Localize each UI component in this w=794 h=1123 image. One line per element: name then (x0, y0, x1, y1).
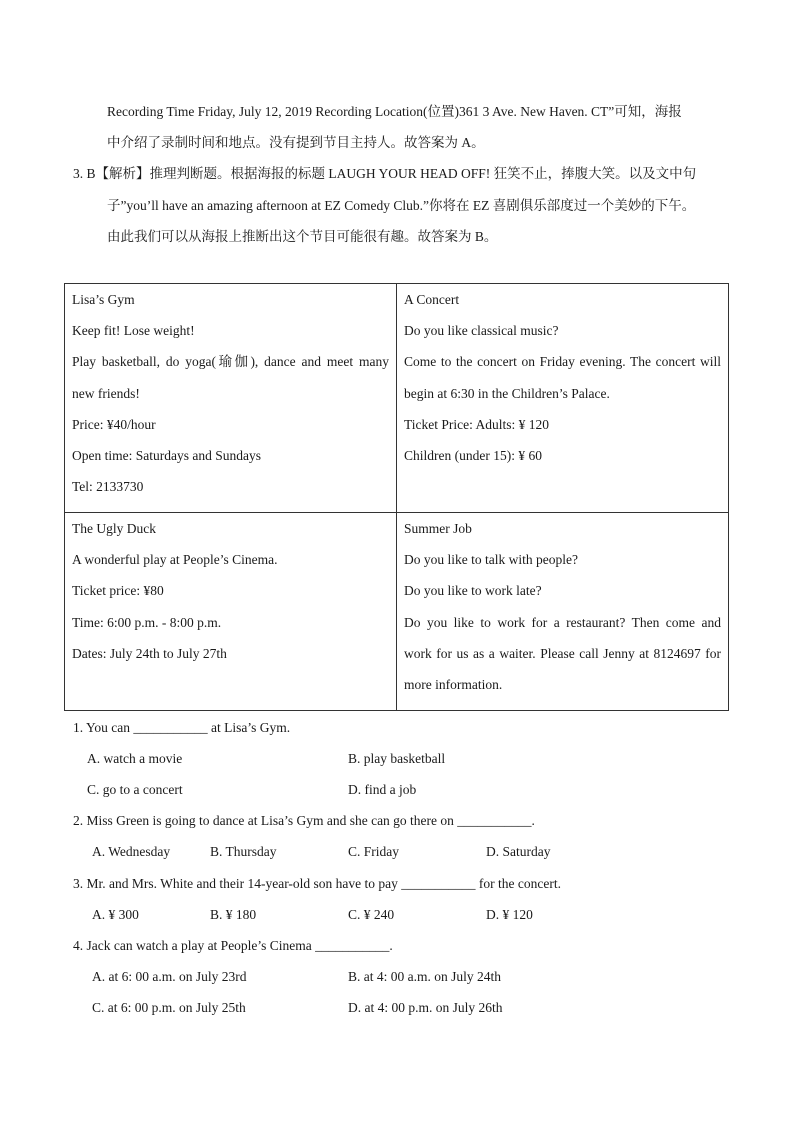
job-title: Summer Job (404, 521, 472, 536)
play-title: The Ugly Duck (72, 521, 156, 536)
question-3-stem: 3. Mr. and Mrs. White and their 14-year-old son have to pay ___________ for the concert. (73, 876, 561, 891)
gym-tel: Tel: 2133730 (72, 479, 144, 495)
intro-line-3: 3. B【解析】推理判断题。根据海报的标题 LAUGH YOUR HEAD OFF! 狂笑不止，捧腹大笑。以及文中句 (73, 166, 697, 181)
intro-line-1: Recording Time Friday, July 12, 2019 Recording Location(位置)361 3 Ave. New Haven. CT”可知，海报 (107, 104, 682, 119)
q2-option-c: C. Friday (348, 844, 400, 859)
gym-slogan: Keep fit! Lose weight! (72, 323, 195, 339)
concert-ad (397, 284, 729, 513)
concert-title: A Concert (404, 292, 460, 307)
concert-question: Do you like classical music? (404, 323, 559, 339)
concert-ticket-price: Ticket Price: Adults: ¥ 120 (404, 416, 550, 432)
play-time: Time: 6:00 p.m. - 8:00 p.m. (72, 614, 222, 630)
job-question-1: Do you like to talk with people? (404, 552, 578, 568)
job-ad (397, 513, 729, 711)
question-2-stem: 2. Miss Green is going to dance at Lisa’s Gym and she can go there on ___________. (73, 813, 535, 828)
concert-details: Come to the concert on Friday evening. The concert will begin at 6:30 in the Children’s Palace. (404, 354, 721, 401)
q3-option-c: C. ¥ 240 (348, 907, 395, 922)
job-details: Do you like to work for a restaurant? Then come and work for us as a waiter. Please call Jenny at 8124697 for more information. (404, 614, 721, 693)
q4-option-a: A. at 6: 00 a.m. on July 23rd (92, 969, 247, 984)
gym-activities: Play basketball, do yoga(瑜伽), dance and meet many new friends! (72, 354, 389, 401)
question-1-stem: 1. You can ___________ at Lisa’s Gym. (73, 720, 291, 735)
gym-title: Lisa’s Gym (72, 292, 135, 307)
q3-option-d: D. ¥ 120 (486, 907, 533, 922)
q1-option-c: C. go to a concert (87, 782, 183, 797)
play-ticket-price: Ticket price: ¥80 (72, 583, 164, 599)
question-4-stem: 4. Jack can watch a play at People’s Cinema ___________. (73, 938, 393, 953)
gym-ad (65, 284, 397, 513)
gym-open-time: Open time: Saturdays and Sundays (72, 448, 261, 464)
intro-line-5: 由此我们可以从海报上推断出这个节目可能很有趣。故答案为 B。 (107, 229, 498, 244)
intro-line-2: 中介绍了录制时间和地点。没有提到节目主持人。故答案为 A。 (107, 135, 485, 150)
ads-table (64, 283, 729, 711)
q4-option-b: B. at 4: 00 a.m. on July 24th (348, 969, 501, 984)
job-question-2: Do you like to work late? (404, 583, 542, 599)
q1-option-d: D. find a job (348, 782, 417, 797)
q2-option-b: B. Thursday (210, 844, 277, 859)
play-dates: Dates: July 24th to July 27th (72, 645, 227, 661)
play-description: A wonderful play at People’s Cinema. (72, 552, 278, 568)
q2-option-d: D. Saturday (486, 844, 551, 859)
q4-option-c: C. at 6: 00 p.m. on July 25th (92, 1000, 246, 1015)
q1-option-b: B. play basketball (348, 751, 446, 766)
concert-children-price: Children (under 15): ¥ 60 (404, 448, 542, 464)
intro-line-4: 子”you’ll have an amazing afternoon at EZ Comedy Club.”你将在 EZ 喜剧俱乐部度过一个美妙的下午。 (107, 198, 696, 213)
q1-option-a: A. watch a movie (87, 751, 183, 766)
q4-option-d: D. at 4: 00 p.m. on July 26th (348, 1000, 503, 1015)
q2-option-a: A. Wednesday (92, 844, 171, 859)
gym-price: Price: ¥40/hour (72, 416, 156, 432)
q3-option-b: B. ¥ 180 (210, 907, 257, 922)
play-ad (65, 513, 397, 711)
q3-option-a: A. ¥ 300 (92, 907, 139, 922)
